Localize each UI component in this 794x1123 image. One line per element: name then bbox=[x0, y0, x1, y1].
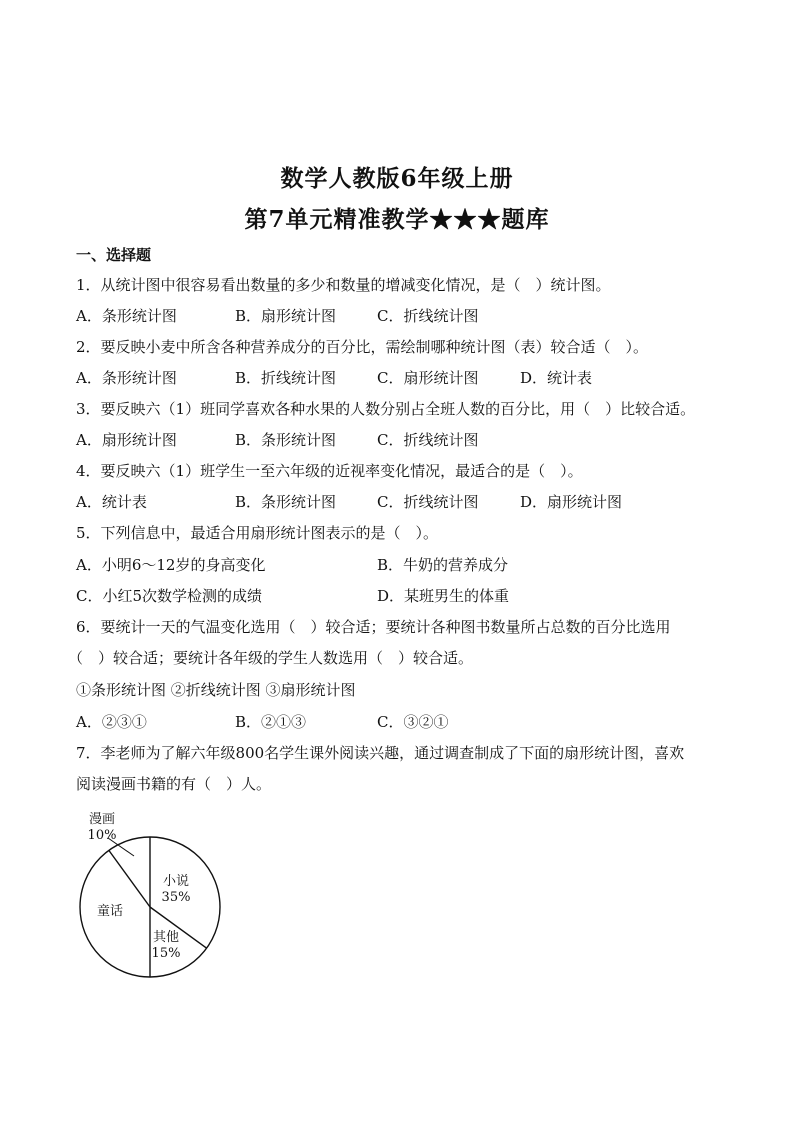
question-4-stem: 4．要反映六（1）班学生一至六年级的近视率变化情况，最适合的是（ ）。 bbox=[76, 462, 583, 480]
pie-label-novel bbox=[156, 874, 196, 906]
question-5-option-a[interactable]: A．小明6～12岁的身高变化 bbox=[76, 556, 266, 574]
question-1-stem: 1．从统计图中很容易看出数量的多少和数量的增减变化情况，是（ ）统计图。 bbox=[76, 276, 611, 294]
question-6-option-a[interactable]: A．②③① bbox=[76, 713, 147, 731]
question-5-stem: 5．下列信息中，最适合用扇形统计图表示的是（ ）。 bbox=[76, 524, 439, 542]
page-title: 数学人教版6年级上册 bbox=[280, 165, 514, 192]
pie-label-other-name: 其他 bbox=[152, 930, 179, 945]
question-2-option-b[interactable]: B．折线统计图 bbox=[235, 369, 337, 387]
question-7-stem-line2: 阅读漫画书籍的有（ ）人。 bbox=[76, 775, 272, 793]
question-6-option-b[interactable]: B．②①③ bbox=[235, 713, 307, 731]
question-6-stem-line3: ①条形统计图 ②折线统计图 ③扇形统计图 bbox=[76, 681, 356, 699]
question-2-option-c[interactable]: C．扇形统计图 bbox=[377, 369, 479, 387]
question-1-option-b[interactable]: B．扇形统计图 bbox=[235, 307, 337, 325]
question-5-option-b[interactable]: B．牛奶的营养成分 bbox=[377, 556, 509, 574]
question-4-option-a[interactable]: A．统计表 bbox=[76, 493, 147, 511]
question-5-option-c[interactable]: C．小红5次数学检测的成绩 bbox=[76, 587, 263, 605]
pie-label-novel-name: 小说 bbox=[162, 874, 189, 889]
pie-label-comic bbox=[82, 812, 122, 844]
pie-label-comic-value: 10% bbox=[87, 828, 117, 843]
question-6-stem-line1: 6．要统计一天的气温变化选用（ ）较合适；要统计各种图书数量所占总数的百分比选用 bbox=[76, 618, 671, 636]
pie-label-novel-value: 35% bbox=[161, 890, 191, 905]
question-2-stem: 2．要反映小麦中所含各种营养成分的百分比，需绘制哪种统计图（表）较合适（ ）。 bbox=[76, 338, 649, 356]
pie-chart bbox=[60, 808, 240, 988]
question-7-stem-line1: 7．李老师为了解六年级800名学生课外阅读兴趣，通过调查制成了下面的扇形统计图，喜欢 bbox=[76, 744, 685, 762]
question-2-option-a[interactable]: A．条形统计图 bbox=[76, 369, 177, 387]
pie-label-other bbox=[146, 930, 186, 962]
pie-label-other-value: 15% bbox=[151, 946, 181, 961]
page-subtitle: 第7单元精准教学★★★题库 bbox=[244, 206, 550, 233]
section-heading: 一、选择题 bbox=[76, 246, 152, 264]
question-5-option-d[interactable]: D．某班男生的体重 bbox=[377, 587, 510, 605]
question-2-option-d[interactable]: D．统计表 bbox=[520, 369, 593, 387]
question-3-option-a[interactable]: A．扇形统计图 bbox=[76, 431, 177, 449]
question-4-option-d[interactable]: D．扇形统计图 bbox=[520, 493, 623, 511]
question-4-option-b[interactable]: B．条形统计图 bbox=[235, 493, 337, 511]
question-3-option-b[interactable]: B．条形统计图 bbox=[235, 431, 337, 449]
question-6-stem-line2: （ ）较合适；要统计各年级的学生人数选用（ ）较合适。 bbox=[68, 649, 474, 667]
question-1-option-a[interactable]: A．条形统计图 bbox=[76, 307, 177, 325]
question-3-stem: 3．要反映六（1）班同学喜欢各种水果的人数分别占全班人数的百分比，用（ ）比较合适。 bbox=[76, 400, 696, 418]
pie-label-comic-name: 漫画 bbox=[88, 812, 115, 827]
question-3-option-c[interactable]: C．折线统计图 bbox=[377, 431, 479, 449]
question-1-option-c[interactable]: C．折线统计图 bbox=[377, 307, 479, 325]
pie-label-fairytale-name: 童话 bbox=[96, 904, 123, 919]
pie-label-fairytale bbox=[90, 904, 130, 920]
question-4-option-c[interactable]: C．折线统计图 bbox=[377, 493, 479, 511]
question-6-option-c[interactable]: C．③②① bbox=[377, 713, 449, 731]
